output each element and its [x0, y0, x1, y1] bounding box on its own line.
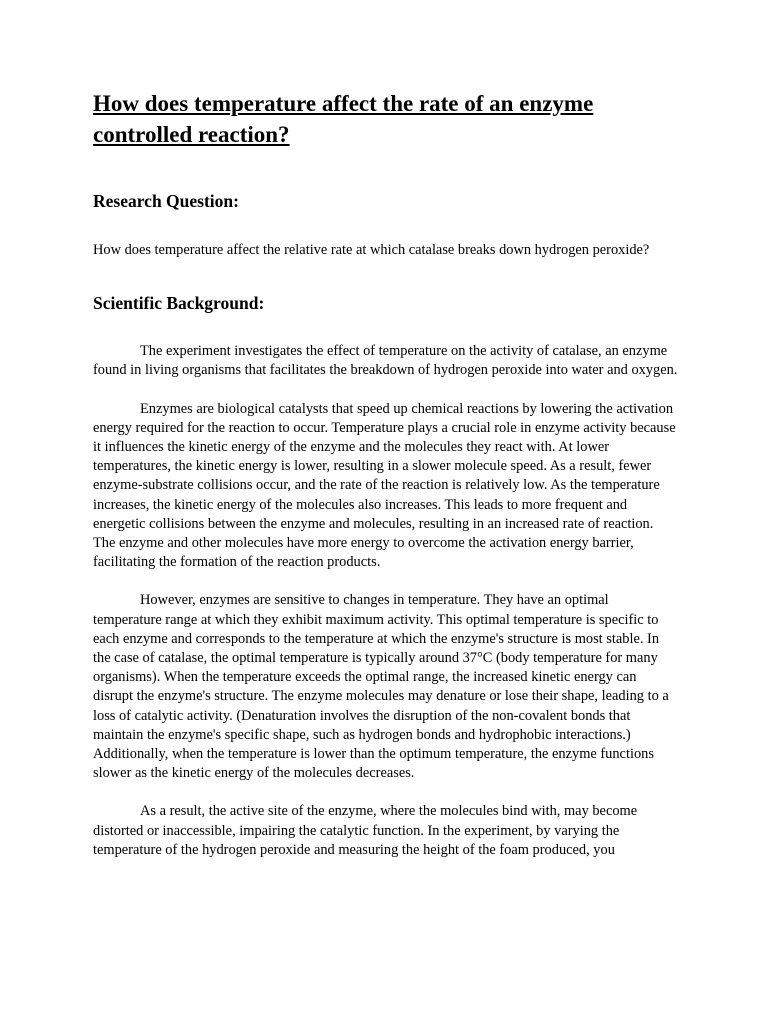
document-page: [93, 88, 678, 860]
background-paragraph: However, enzymes are sensitive to changes in temperature. They have an optimal temperature range at which they exhibit maximum activity. This optimal temperature is specific to each enzyme and corresponds to the temperature at which the enzyme's structure is most stable. In the case of catalase, the optimal temperature is typically around 37°C (body temperature for many organisms). When the temperature exceeds the optimal range, the increased kinetic energy can disrupt the enzyme's structure. The enzyme molecules may denature or lose their shape, leading to a loss of catalytic activity. (Denaturation involves the disruption of the non-covalent bonds that maintain the enzyme's specific shape, such as hydrogen bonds and hydrophobic interactions.) Additionally, when the temperature is lower than the optimum temperature, the enzyme functions slower as the kinetic energy of the molecules decreases.: [93, 592, 669, 782]
scientific-background-heading: Scientific Background:: [93, 293, 265, 314]
document-title: How does temperature affect the rate of an enzyme controlled reaction?: [93, 91, 594, 147]
background-paragraph: Enzymes are biological catalysts that speed up chemical reactions by lowering the activation energy required for the reaction to occur. Temperature plays a crucial role in enzyme activity because it influences the kinetic energy of the enzyme and the molecules they react with. At lower temperatures, the kinetic energy is lower, resulting in a slower molecule speed. As a result, fewer enzyme-substrate collisions occur, and the rate of the reaction is relatively low. As the temperature increases, the kinetic energy of the molecules also increases. This leads to more frequent and energetic collisions between the enzyme and molecules, resulting in an increased rate of reaction. The enzyme and other molecules have more energy to overcome the activation energy barrier, facilitating the formation of the reaction products.: [93, 400, 676, 571]
background-paragraph: As a result, the active site of the enzyme, where the molecules bind with, may become distorted or inaccessible, impairing the catalytic function. In the experiment, by varying the temperature of the hydrogen peroxide and measuring the height of the foam produced, you: [93, 803, 638, 858]
research-question-text: How does temperature affect the relative rate at which catalase breaks down hydrogen peroxide?: [93, 242, 650, 258]
research-question-heading: Research Question:: [93, 191, 239, 211]
background-paragraph: The experiment investigates the effect of temperature on the activity of catalase, an enzyme found in living organisms that facilitates the breakdown of hydrogen peroxide into water and oxygen.: [93, 343, 678, 379]
